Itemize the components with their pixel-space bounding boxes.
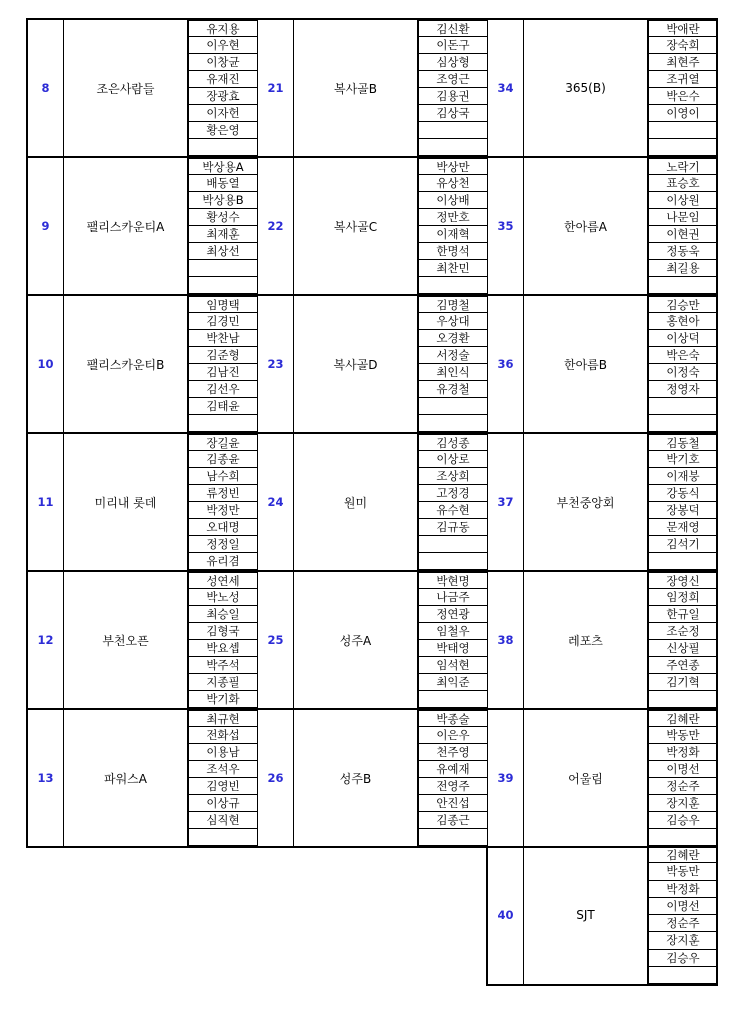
member-name [418, 277, 488, 294]
member-name: 정순주 [648, 915, 718, 932]
member-name: 박태영 [418, 640, 488, 657]
member-name: 이은우 [418, 727, 488, 744]
member-list [188, 296, 258, 432]
group-number-text: 35 [497, 219, 514, 233]
member-name: 김동철 [648, 434, 718, 451]
group-number-text: 40 [497, 908, 514, 922]
member-name: 심상형 [418, 54, 488, 71]
member-name: 이현권 [648, 226, 718, 243]
member-name [418, 829, 488, 846]
group-number-text: 21 [267, 81, 284, 95]
member-list [418, 158, 488, 294]
group-number [488, 434, 524, 570]
group-number [28, 20, 64, 156]
member-name: 서정술 [418, 347, 488, 364]
member-name: 박기호 [648, 451, 718, 468]
roster-table [26, 18, 718, 848]
team-name [64, 434, 188, 570]
group-number [258, 296, 294, 432]
member-name: 나문임 [648, 209, 718, 226]
member-name: 김승우 [648, 812, 718, 829]
member-name: 장지훈 [648, 932, 718, 949]
member-list [188, 710, 258, 846]
team-name-text: 한아름A [564, 219, 607, 234]
member-name [188, 829, 258, 846]
member-name: 김기혁 [648, 674, 718, 691]
member-name: 김형국 [188, 623, 258, 640]
member-name: 김승우 [648, 950, 718, 967]
group-number-text: 23 [267, 357, 284, 371]
team-name [294, 158, 418, 294]
member-name [418, 139, 488, 156]
team-name-text: 복사골C [333, 219, 378, 234]
member-name: 유예재 [418, 761, 488, 778]
member-name: 천주영 [418, 744, 488, 761]
member-name: 최현주 [648, 54, 718, 71]
team-row [26, 710, 718, 848]
member-name: 홍현아 [648, 313, 718, 330]
team-name-text: 팰리스카운티A [86, 219, 165, 234]
member-name: 장광효 [188, 88, 258, 105]
member-name: 정영자 [648, 381, 718, 398]
member-name: 전영주 [418, 778, 488, 795]
member-name: 박종술 [418, 710, 488, 727]
member-name: 박노성 [188, 589, 258, 606]
member-name: 이돈구 [418, 37, 488, 54]
member-list [418, 710, 488, 846]
member-name: 김석기 [648, 536, 718, 553]
member-name: 심직현 [188, 812, 258, 829]
member-name: 박동만 [648, 727, 718, 744]
member-name: 정순주 [648, 778, 718, 795]
extra-team-block [486, 846, 718, 986]
member-name: 최재훈 [188, 226, 258, 243]
member-name: 조순정 [648, 623, 718, 640]
member-name: 이용남 [188, 744, 258, 761]
member-name: 정동욱 [648, 243, 718, 260]
member-name: 이상원 [648, 192, 718, 209]
group-number [488, 158, 524, 294]
member-list [188, 20, 258, 156]
group-number [258, 20, 294, 156]
member-name: 류정빈 [188, 485, 258, 502]
group-number [488, 296, 524, 432]
member-name: 남수희 [188, 468, 258, 485]
member-name: 나금주 [418, 589, 488, 606]
member-name: 이명선 [648, 898, 718, 915]
member-list [648, 434, 718, 570]
team-name [64, 572, 188, 708]
member-name: 이자헌 [188, 105, 258, 122]
member-name: 주연종 [648, 657, 718, 674]
team-row [26, 158, 718, 296]
team-name-text: SJT [576, 908, 595, 922]
member-name [648, 122, 718, 139]
member-name: 성연세 [188, 572, 258, 589]
member-name: 유지용 [188, 20, 258, 37]
team-name-text: 미리내 롯데 [94, 495, 157, 510]
member-name: 정연광 [418, 606, 488, 623]
member-name: 김태윤 [188, 398, 258, 415]
member-name: 조영근 [418, 71, 488, 88]
member-name [418, 691, 488, 708]
member-name: 최상선 [188, 243, 258, 260]
member-name: 안진섭 [418, 795, 488, 812]
team-name [294, 296, 418, 432]
group-number-text: 22 [267, 219, 284, 233]
member-name: 유경철 [418, 381, 488, 398]
member-name: 김혜란 [648, 710, 718, 727]
member-list [648, 572, 718, 708]
group-number-text: 38 [497, 633, 514, 647]
team-name-text: 부천오픈 [102, 633, 149, 648]
member-name: 이재혁 [418, 226, 488, 243]
team-name-text: 부천중앙회 [556, 495, 615, 510]
team-name-text: 레포츠 [568, 633, 603, 648]
member-name [418, 536, 488, 553]
team-name [64, 20, 188, 156]
member-name: 박요셉 [188, 640, 258, 657]
member-name: 이창균 [188, 54, 258, 71]
team-name [64, 158, 188, 294]
member-name: 박찬남 [188, 330, 258, 347]
member-name: 배동열 [188, 175, 258, 192]
team-row [26, 18, 718, 158]
member-name: 박애란 [648, 20, 718, 37]
group-number [488, 846, 524, 984]
member-name: 오대명 [188, 519, 258, 536]
member-name: 박상용A [188, 158, 258, 175]
member-name: 한명석 [418, 243, 488, 260]
member-name: 최규현 [188, 710, 258, 727]
member-name: 김선우 [188, 381, 258, 398]
group-number-text: 13 [37, 771, 54, 785]
member-name: 임철우 [418, 623, 488, 640]
member-name [418, 415, 488, 432]
team-name-text: 어울림 [568, 771, 603, 786]
member-list [188, 434, 258, 570]
group-number-text: 36 [497, 357, 514, 371]
group-number-text: 26 [267, 771, 284, 785]
member-name: 이상덕 [648, 330, 718, 347]
member-list [188, 158, 258, 294]
team-name [524, 710, 648, 846]
member-name [648, 829, 718, 846]
team-name [64, 296, 188, 432]
group-number [258, 158, 294, 294]
group-number [28, 296, 64, 432]
group-number [28, 572, 64, 708]
team-name-text: 파워스A [104, 771, 147, 786]
member-name: 유리겸 [188, 553, 258, 570]
member-list [418, 434, 488, 570]
group-number [28, 710, 64, 846]
team-name-text: 성주B [339, 771, 372, 786]
member-name: 장영신 [648, 572, 718, 589]
team-name-text: 복사골D [333, 357, 378, 372]
member-name: 황성수 [188, 209, 258, 226]
member-name: 최찬민 [418, 260, 488, 277]
member-name: 최길용 [648, 260, 718, 277]
member-name [188, 415, 258, 432]
member-list [648, 710, 718, 846]
team-name [64, 710, 188, 846]
member-name: 김규동 [418, 519, 488, 536]
member-name: 전화섭 [188, 727, 258, 744]
member-name: 김혜란 [648, 846, 718, 863]
member-name: 김상국 [418, 105, 488, 122]
member-name: 우상대 [418, 313, 488, 330]
member-name: 조귀열 [648, 71, 718, 88]
member-name: 박주석 [188, 657, 258, 674]
group-number [258, 572, 294, 708]
group-number [28, 158, 64, 294]
member-name: 지종필 [188, 674, 258, 691]
group-number-text: 11 [37, 495, 54, 509]
member-list [648, 846, 718, 984]
member-name: 장길윤 [188, 434, 258, 451]
member-name: 장지훈 [648, 795, 718, 812]
group-number-text: 10 [37, 357, 54, 371]
member-name: 장봉덕 [648, 502, 718, 519]
member-name: 이우현 [188, 37, 258, 54]
member-name: 박상용B [188, 192, 258, 209]
member-list [418, 572, 488, 708]
member-name: 노락기 [648, 158, 718, 175]
member-name: 정만호 [418, 209, 488, 226]
team-name [524, 20, 648, 156]
member-name: 임정희 [648, 589, 718, 606]
member-name: 신상필 [648, 640, 718, 657]
team-name [524, 296, 648, 432]
member-name: 박동만 [648, 863, 718, 880]
member-name: 임석현 [418, 657, 488, 674]
member-name: 최승일 [188, 606, 258, 623]
member-name: 김준형 [188, 347, 258, 364]
member-name [418, 122, 488, 139]
member-name: 김종근 [418, 812, 488, 829]
member-name: 이상규 [188, 795, 258, 812]
member-name: 박정화 [648, 744, 718, 761]
member-list [418, 20, 488, 156]
team-name [524, 846, 648, 984]
member-name: 조석우 [188, 761, 258, 778]
team-name [294, 20, 418, 156]
member-name: 김명철 [418, 296, 488, 313]
team-row [26, 296, 718, 434]
member-name: 김성종 [418, 434, 488, 451]
member-name [648, 691, 718, 708]
group-number [28, 434, 64, 570]
team-name-text: 조은사람들 [96, 81, 155, 96]
member-name: 황은영 [188, 122, 258, 139]
member-name: 정정일 [188, 536, 258, 553]
group-number-text: 37 [497, 495, 514, 509]
member-name: 김종윤 [188, 451, 258, 468]
member-name: 김승만 [648, 296, 718, 313]
team-name-text: 한아름B [563, 357, 607, 372]
group-number [488, 710, 524, 846]
member-name: 이상배 [418, 192, 488, 209]
team-name [294, 434, 418, 570]
group-number-text: 8 [41, 81, 50, 95]
member-name: 최인식 [418, 364, 488, 381]
member-name: 이영이 [648, 105, 718, 122]
member-name [648, 967, 718, 984]
member-name: 김남진 [188, 364, 258, 381]
team-name-text: 팰리스카운티B [86, 357, 165, 372]
member-name: 김영빈 [188, 778, 258, 795]
member-name: 박정화 [648, 881, 718, 898]
team-name-text: 복사골B [333, 81, 377, 96]
member-name: 유상천 [418, 175, 488, 192]
group-number [488, 572, 524, 708]
member-name [648, 415, 718, 432]
member-name [418, 398, 488, 415]
member-name: 김신환 [418, 20, 488, 37]
team-row [26, 434, 718, 572]
member-name: 김용권 [418, 88, 488, 105]
team-name-text: 원미 [343, 495, 368, 510]
member-name: 조상희 [418, 468, 488, 485]
team-name [524, 572, 648, 708]
team-name-text: 365(B) [565, 81, 606, 95]
member-name: 유재진 [188, 71, 258, 88]
member-list [648, 158, 718, 294]
member-name: 이재붕 [648, 468, 718, 485]
group-number-text: 39 [497, 771, 514, 785]
member-name [648, 139, 718, 156]
member-name: 한규일 [648, 606, 718, 623]
member-name: 오경환 [418, 330, 488, 347]
member-name: 김경민 [188, 313, 258, 330]
member-name: 장숙희 [648, 37, 718, 54]
team-name [524, 434, 648, 570]
team-name [294, 572, 418, 708]
member-name [648, 398, 718, 415]
member-name [188, 260, 258, 277]
member-name: 박상만 [418, 158, 488, 175]
member-name: 임명택 [188, 296, 258, 313]
team-name [524, 158, 648, 294]
group-number [258, 710, 294, 846]
member-name: 박은수 [648, 88, 718, 105]
member-name: 박현명 [418, 572, 488, 589]
team-row [26, 572, 718, 710]
group-number [488, 20, 524, 156]
member-name [648, 553, 718, 570]
member-name [648, 277, 718, 294]
member-name: 고정경 [418, 485, 488, 502]
member-list [648, 20, 718, 156]
member-name: 표승호 [648, 175, 718, 192]
member-name: 이명선 [648, 761, 718, 778]
member-name: 박기화 [188, 691, 258, 708]
team-name [294, 710, 418, 846]
member-list [418, 296, 488, 432]
team-name-text: 성주A [339, 633, 372, 648]
member-list [648, 296, 718, 432]
member-name: 유수현 [418, 502, 488, 519]
group-number-text: 24 [267, 495, 284, 509]
member-name [418, 553, 488, 570]
member-name: 이상로 [418, 451, 488, 468]
member-name: 박은숙 [648, 347, 718, 364]
member-name [188, 277, 258, 294]
group-number-text: 34 [497, 81, 514, 95]
member-name [188, 139, 258, 156]
member-list [188, 572, 258, 708]
member-name: 최익준 [418, 674, 488, 691]
member-name: 강동식 [648, 485, 718, 502]
group-number-text: 12 [37, 633, 54, 647]
member-name: 박정만 [188, 502, 258, 519]
group-number [258, 434, 294, 570]
member-name: 문재영 [648, 519, 718, 536]
group-number-text: 25 [267, 633, 284, 647]
member-name: 이정숙 [648, 364, 718, 381]
group-number-text: 9 [41, 219, 50, 233]
